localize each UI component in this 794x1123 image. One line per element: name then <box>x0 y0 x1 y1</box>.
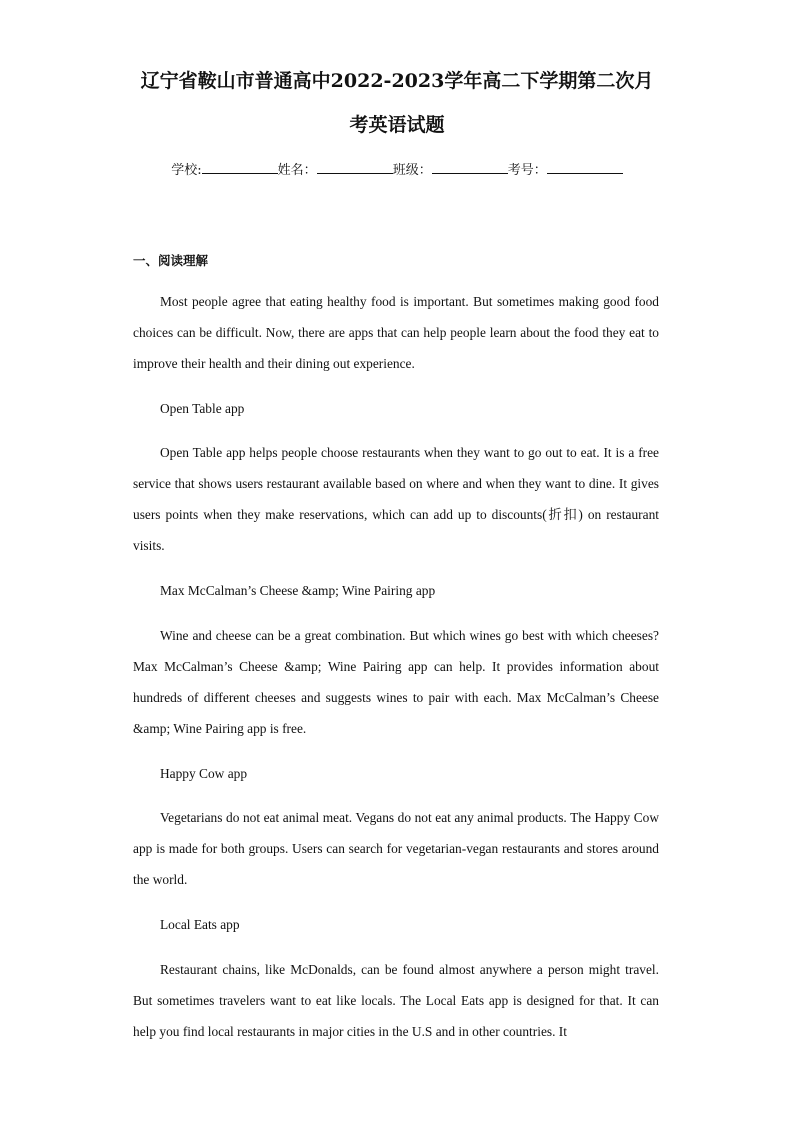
document-title-line-1: 辽宁省鞍山市普通高中2022-2023学年高二下学期第二次月 <box>140 70 654 92</box>
exam-number-blank[interactable] <box>547 159 623 174</box>
school-label: 学校: <box>171 163 202 178</box>
document-title-line-2: 考英语试题 <box>349 114 445 136</box>
app-body-open-table: Open Table app helps people choose restaurants when they want to go out to eat. It is a free service that shows users restaurant available based on where and when they want to dine. It gives users points when they make reservations, which can add up to discounts(折扣) on restaurant visits. <box>133 445 659 553</box>
app-body-local-eats: Restaurant chains, like McDonalds, can be found almost anywhere a person might travel. But sometimes travelers want to eat like locals. The Local Eats app is designed for that. It can help you find local restaurants in major cities in the U.S and in other countries. It <box>133 962 659 1039</box>
app-title-local-eats: Local Eats app <box>160 917 240 932</box>
school-blank[interactable] <box>202 159 278 174</box>
class-blank[interactable] <box>432 159 508 174</box>
name-label: 姓名： <box>277 163 317 178</box>
class-label: 班级： <box>392 163 432 178</box>
section-heading: 一、阅读理解 <box>133 253 209 268</box>
name-blank[interactable] <box>317 159 393 174</box>
app-title-cheese-wine: Max McCalman’s Cheese &amp; Wine Pairing app <box>160 583 436 598</box>
app-title-happy-cow: Happy Cow app <box>160 766 248 781</box>
app-title-open-table: Open Table app <box>160 401 245 416</box>
student-info-row <box>0 159 794 181</box>
app-body-cheese-wine: Wine and cheese can be a great combination. But which wines go best with which cheeses? Max McCalman’s Cheese &amp; Wine Pairing app can help. It provides information about hundreds of different cheeses and suggests wines to pair with each. Max McCalman’s Cheese &amp; Wine Pairing app is free. <box>133 628 659 736</box>
exam-number-label: 考号： <box>507 163 547 178</box>
app-body-happy-cow: Vegetarians do not eat animal meat. Vegans do not eat any animal products. The Happy Cow app is made for both groups. Users can search for vegetarian-vegan restaurants and stores around the world. <box>133 810 659 887</box>
intro-paragraph: Most people agree that eating healthy food is important. But sometimes making good food choices can be difficult. Now, there are apps that can help people learn about the food they eat to improve their health and their dining out experience. <box>133 294 659 371</box>
